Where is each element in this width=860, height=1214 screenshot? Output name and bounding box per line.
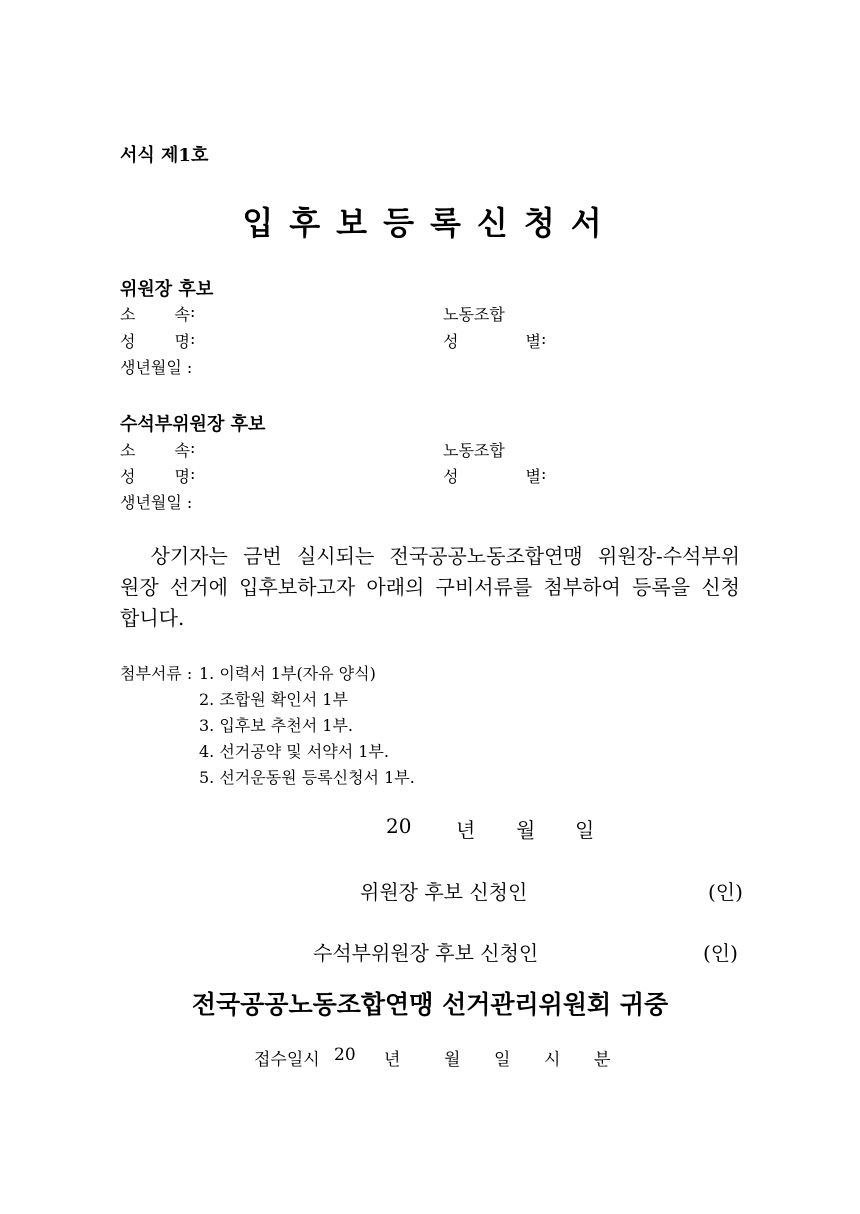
receipt-month: 월 (444, 1050, 461, 1070)
chairman-seal-mark: (인) (708, 880, 743, 904)
receipt-day: 일 (494, 1050, 511, 1070)
recipient-line: 전국공공노동조합연맹 선거관리위원회 귀중 (191, 990, 669, 1019)
form-number: 서식 제1호 (120, 145, 209, 166)
chairman-name-label: 성 명 : (120, 329, 196, 351)
application-statement (120, 541, 740, 634)
vice-chairman-section-heading: 수석부위원장 후보 (120, 414, 266, 435)
vice-chairman-seal-mark: (인) (703, 941, 738, 965)
attachment-item: 1. 이력서 1부(자유 양식) (199, 664, 376, 683)
vice-chairman-affiliation-label: 소 속 : (120, 438, 196, 460)
chairman-affiliation-label: 소 속 : (120, 302, 196, 324)
vice-chairman-applicant-signature-label: 수석부위원장 후보 신청인 (313, 941, 539, 965)
receipt-minute: 분 (594, 1050, 611, 1070)
date-year-prefix: 20 (386, 814, 412, 838)
attachment-item: 5. 선거운동원 등록신청서 1부. (199, 768, 415, 787)
attachment-item: 3. 입후보 추천서 1부. (199, 716, 353, 735)
vice-chairman-sex-label: 성 별 : (443, 464, 547, 486)
vice-chairman-name-label: 성 명 : (120, 464, 196, 486)
chairman-sex-label: 성 별 : (443, 329, 547, 351)
chairman-union-text: 노동조합 (443, 305, 505, 324)
statement-line: 상기자는 금번 실시되는 전국공공노동조합연맹 위원장-수석부위 (120, 544, 740, 568)
vice-chairman-birth-label: 생년월일 : (120, 493, 193, 512)
date-month: 월 (516, 818, 536, 842)
chairman-section-heading: 위원장 후보 (120, 279, 214, 300)
document-title: 입후보등록신청서 (242, 204, 618, 242)
vice-chairman-union-text: 노동조합 (443, 441, 505, 460)
attachment-item: 4. 선거공약 및 서약서 1부. (199, 742, 389, 761)
chairman-applicant-signature-label: 위원장 후보 신청인 (360, 880, 528, 904)
receipt-year-prefix: 20 (334, 1045, 356, 1065)
date-day: 일 (575, 818, 595, 842)
receipt-hour: 시 (544, 1050, 561, 1070)
attachments-label: 첨부서류 : (120, 664, 193, 683)
receipt-year: 년 (384, 1050, 401, 1070)
receipt-label: 접수일시 (254, 1050, 320, 1070)
statement-line: 원장 선거에 입후보하고자 아래의 구비서류를 첨부하여 등록을 신청 (120, 575, 740, 599)
chairman-birth-label: 생년월일 : (120, 358, 193, 377)
statement-line: 합니다. (120, 606, 185, 630)
attachment-item: 2. 조합원 확인서 1부 (199, 690, 348, 709)
date-year: 년 (456, 818, 476, 842)
